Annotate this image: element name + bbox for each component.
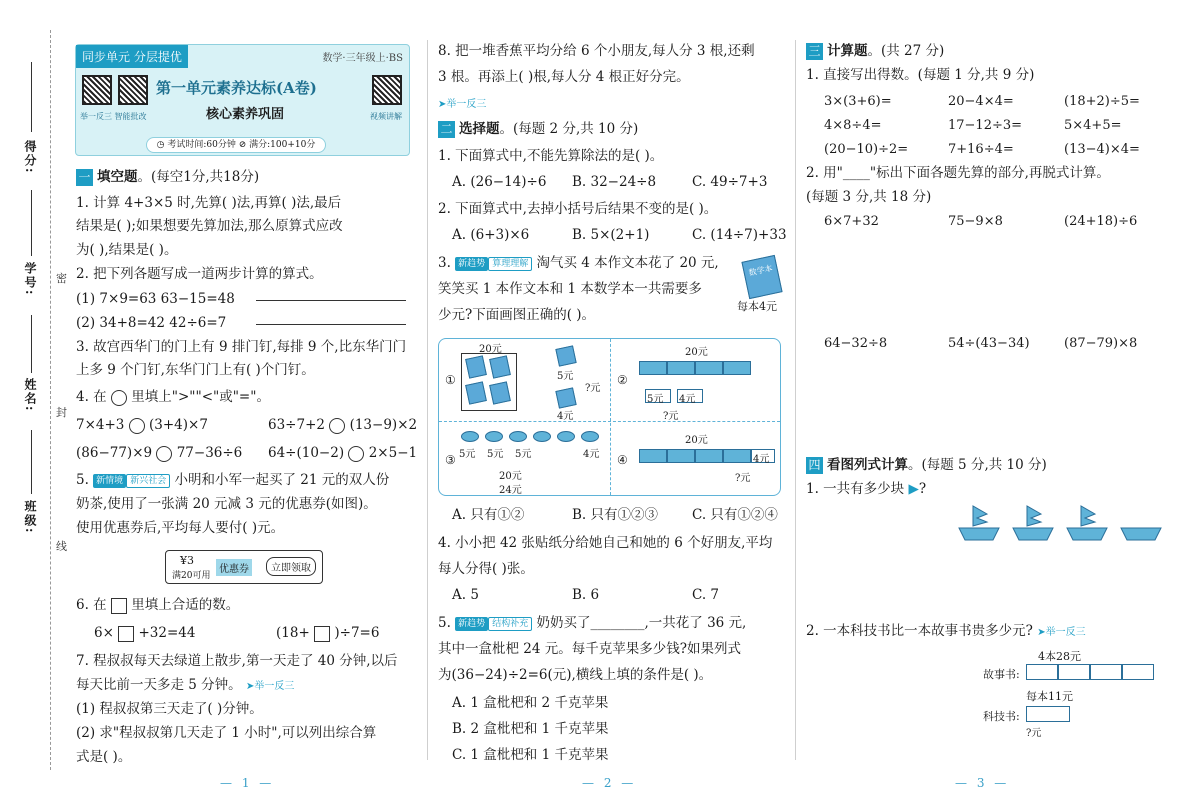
diagram-text: 20元 bbox=[685, 435, 708, 446]
options-row: A. (6+3)×6 B. 5×(2+1) C. (14÷7)+33 bbox=[452, 227, 787, 243]
options-row: A. 5 B. 6 C. 7 bbox=[452, 587, 720, 603]
oval-mark bbox=[581, 431, 599, 442]
question-text: 奶茶,使用了一张满 20 元减 3 元的优惠券(如图)。 bbox=[76, 496, 377, 512]
exam-info: ◷ 考试时间:60分钟 ⊘ 满分:100+10分 bbox=[146, 137, 326, 153]
page-3 bbox=[800, 0, 1180, 810]
section-picture: 四 看图列式计算。(每题 5 分,共 10 分) bbox=[806, 452, 1180, 479]
calc-item: 54÷(43−34) bbox=[948, 336, 1030, 351]
claim-button[interactable]: 立即领取 bbox=[266, 557, 316, 576]
science-book-label: 科技书: bbox=[983, 710, 1020, 723]
boat-block bbox=[1067, 528, 1107, 540]
answer-circle[interactable] bbox=[348, 446, 364, 462]
flag-block bbox=[973, 506, 987, 526]
student-id-field[interactable] bbox=[31, 190, 32, 256]
question-text: 1. 计算 4+3×5 时,先算( )法,再算( )法,最后 bbox=[76, 195, 342, 211]
calc-item: (87−79)×8 bbox=[1064, 336, 1138, 351]
calc-item: (18+2)÷5= bbox=[1064, 94, 1140, 109]
question-text: 5. 新趋势 结构补充 奶奶买了________,一共花了 36 元, bbox=[438, 615, 747, 631]
section-calc: 三 计算题。(共 27 分) bbox=[806, 38, 1180, 65]
question-text: 使用优惠券后,平均每人要付( )元。 bbox=[76, 520, 285, 536]
calc-item: (13−4)×4= bbox=[1064, 142, 1140, 157]
calc-item: 75−9×8 bbox=[948, 214, 1003, 229]
student-id-label: 学号: bbox=[23, 262, 37, 297]
column-divider bbox=[795, 40, 796, 760]
question-text: 为(36−24)÷2=6(元),横线上填的条件是( )。 bbox=[438, 667, 713, 683]
diagram-text: 4元 bbox=[557, 411, 574, 422]
calc-item: (24+18)÷6 bbox=[1064, 214, 1138, 229]
diagram-text: 5元 bbox=[647, 394, 664, 405]
answer-circle[interactable] bbox=[111, 390, 127, 406]
diagram-label: ① bbox=[445, 373, 456, 387]
question-text: 1. 下面算式中,不能先算除法的是( )。 bbox=[438, 148, 664, 164]
question-text: 6. 在 里填上合适的数。 bbox=[76, 597, 240, 613]
answer-square[interactable] bbox=[118, 626, 134, 642]
diagram-text: ?元 bbox=[663, 411, 679, 422]
unknown-label: ?元 bbox=[1026, 728, 1042, 739]
options-row: A. (26−14)÷6 B. 32−24÷8 C. 49÷7+3 bbox=[452, 174, 768, 190]
answer-square[interactable] bbox=[314, 626, 330, 642]
question-text: 为( ),结果是( )。 bbox=[76, 242, 178, 258]
page-number: — 2 — bbox=[582, 776, 637, 790]
notebook-icon bbox=[465, 381, 487, 404]
question-text: 4. 小小把 42 张贴纸分给她自己和她的 6 个好朋友,平均 bbox=[438, 535, 773, 551]
bar-segment bbox=[695, 449, 723, 463]
oval-mark bbox=[557, 431, 575, 442]
calc-item: 17−12÷3= bbox=[948, 118, 1023, 133]
oval-mark bbox=[485, 431, 503, 442]
related-link[interactable]: ➤举一反三 bbox=[1037, 627, 1086, 638]
notebook-icon bbox=[465, 355, 487, 378]
header-banner bbox=[75, 44, 410, 156]
boat-blocks-figure bbox=[955, 500, 1195, 546]
score-label: 得分: bbox=[23, 140, 37, 175]
coupon-amount: ¥3 bbox=[180, 554, 194, 567]
notebook-icon bbox=[555, 387, 576, 408]
question-text: 2. 把下列各题写成一道两步计算的算式。 bbox=[76, 266, 323, 282]
question-text: 笑笑买 1 本作文本和 1 本数学本一共需要多 bbox=[438, 281, 702, 297]
question-text: 3. 新趋势 算理理解 淘气买 4 本作文本花了 20 元, bbox=[438, 255, 719, 271]
bar-segment bbox=[639, 361, 667, 375]
bar-segment bbox=[639, 449, 667, 463]
class-field[interactable] bbox=[31, 430, 32, 494]
story-book-label: 故事书: bbox=[983, 668, 1020, 681]
boat-block bbox=[1121, 528, 1161, 540]
question-text: (1) 7×9=63 63−15=48 bbox=[76, 286, 420, 313]
question-text: 1. 一共有多少块 ▶? bbox=[806, 481, 927, 497]
question-text: 3 根。再添上( )根,每人分 4 根正好分完。 bbox=[438, 69, 690, 85]
coupon-label: 优惠券 bbox=[216, 559, 252, 576]
related-link[interactable]: ➤举一反三 bbox=[438, 99, 487, 110]
question-text: 2. 下面算式中,去掉小括号后结果不变的是( )。 bbox=[438, 201, 718, 217]
answer-line[interactable] bbox=[256, 324, 406, 325]
oval-mark bbox=[461, 431, 479, 442]
bar-segment bbox=[667, 449, 695, 463]
diagram-text: ?元 bbox=[735, 473, 751, 484]
calc-item: 64−32÷8 bbox=[824, 336, 888, 351]
section-choice: 二 选择题。(每题 2 分,共 10 分) bbox=[438, 116, 787, 143]
equation-row: 6× +32=44 (18+ )÷7=6 bbox=[94, 625, 380, 641]
diagram-text: 4元 bbox=[753, 454, 770, 465]
question-text: (2) 34+8=42 42÷6=7 bbox=[76, 310, 420, 337]
page-subtitle: 核心素养巩固 bbox=[206, 107, 285, 122]
qr-code-icon[interactable] bbox=[82, 75, 112, 105]
bar-segment bbox=[695, 361, 723, 375]
question-note: (每题 3 分,共 18 分) bbox=[806, 189, 932, 205]
page-1 bbox=[70, 0, 420, 810]
question-text: 5. 新情境 新兴社会 小明和小军一起买了 21 元的双人份 bbox=[76, 472, 390, 488]
page-2 bbox=[432, 0, 787, 810]
calc-item: 5×4+5= bbox=[1064, 118, 1122, 133]
score-field[interactable] bbox=[31, 62, 32, 132]
cut-line bbox=[50, 30, 51, 770]
qr-caption: 视频讲解 bbox=[370, 112, 402, 121]
coupon-image bbox=[165, 550, 323, 584]
page-number: — 3 — bbox=[955, 776, 1010, 790]
binding-gutter bbox=[0, 0, 67, 810]
answer-circle[interactable] bbox=[129, 418, 145, 434]
diagram-text: 5元 bbox=[487, 449, 504, 460]
flag-block bbox=[1081, 506, 1095, 526]
calc-item: (20−10)÷2= bbox=[824, 142, 909, 157]
diagram-text: 20元 bbox=[479, 344, 502, 355]
column-divider bbox=[427, 40, 428, 760]
bar-segment bbox=[667, 361, 695, 375]
oval-mark bbox=[533, 431, 551, 442]
calc-item: 20−4×4= bbox=[948, 94, 1014, 109]
answer-circle[interactable] bbox=[329, 418, 345, 434]
seal-char: 线 bbox=[56, 540, 67, 553]
diagram-label: ② bbox=[617, 373, 628, 387]
answer-square[interactable] bbox=[111, 598, 127, 614]
question-text: 3. 故宫西华门的门上有 9 排门钉,每排 9 个,比东华门门 bbox=[76, 339, 407, 355]
question-text: 7. 程叔叔每天去绿道上散步,第一天走了 40 分钟,以后 bbox=[76, 653, 398, 669]
coupon-condition: 满20可用 bbox=[172, 571, 211, 581]
bar-segment bbox=[1026, 706, 1070, 722]
diagram-text: 20元 bbox=[685, 347, 708, 358]
question-text: 其中一盒枇杷 24 元。每千克苹果多少钱?如果列式 bbox=[438, 641, 741, 657]
notebook-icon bbox=[489, 381, 511, 404]
bar-total-label: 4本28元 bbox=[1038, 650, 1081, 663]
question-text: 上多 9 个门钉,东华门门上有( )个门钉。 bbox=[76, 362, 315, 378]
book-price: 每本4元 bbox=[737, 300, 777, 313]
answer-line[interactable] bbox=[256, 300, 406, 301]
section-fill-blank: 一 填空题。(每空1分,共18分) bbox=[76, 164, 420, 191]
qr-code-icon[interactable] bbox=[372, 75, 402, 105]
calc-item: 4×8÷4= bbox=[824, 118, 882, 133]
diagram-text: 24元 bbox=[499, 485, 522, 496]
diagram-text: 5元 bbox=[459, 449, 476, 460]
answer-circle[interactable] bbox=[156, 446, 172, 462]
flag-block bbox=[1027, 506, 1041, 526]
bar-segment bbox=[1090, 664, 1122, 680]
bar-segment bbox=[1058, 664, 1090, 680]
question-text: 式是( )。 bbox=[76, 749, 132, 765]
option: B. 2 盒枇杷和 1 千克苹果 bbox=[452, 721, 609, 737]
diagram-text: 20元 bbox=[499, 471, 522, 482]
boat-block bbox=[1013, 528, 1053, 540]
compare-row: 7×4+3 (3+4)×7 63÷7+2 (13−9)×2 bbox=[76, 417, 418, 433]
question-text: 1. 直接写出得数。(每题 1 分,共 9 分) bbox=[806, 67, 1035, 83]
notebook-icon: 数学本 bbox=[741, 255, 782, 299]
bar-segment bbox=[723, 361, 751, 375]
qr-caption: 举一反三 智能批改 bbox=[80, 112, 147, 121]
question-text: 每人分得( )张。 bbox=[438, 561, 534, 577]
diagram-label: ③ bbox=[445, 453, 456, 467]
diagram-text: 4元 bbox=[583, 449, 600, 460]
class-label: 班级: bbox=[23, 500, 37, 535]
boat-block bbox=[959, 528, 999, 540]
bar-segment bbox=[723, 449, 751, 463]
option-diagrams bbox=[438, 338, 781, 496]
oval-mark bbox=[509, 431, 527, 442]
option: A. 1 盒枇杷和 2 千克苹果 bbox=[452, 695, 609, 711]
related-link[interactable]: ➤举一反三 bbox=[245, 681, 295, 692]
name-field[interactable] bbox=[31, 315, 32, 373]
name-label: 姓名: bbox=[23, 378, 37, 413]
bar-segment bbox=[1026, 664, 1058, 680]
diagram-text: ?元 bbox=[585, 383, 601, 394]
question-text: 每天比前一天多走 5 分钟。 ➤举一反三 bbox=[76, 677, 295, 693]
related-link-row bbox=[438, 90, 787, 118]
question-text: 2. 用"____"标出下面各题先算的部分,再脱式计算。 bbox=[806, 165, 1110, 181]
diagram-text: 5元 bbox=[515, 449, 532, 460]
options-row: A. 只有①② B. 只有①②③ C. 只有①②④ bbox=[452, 507, 778, 523]
question-text: 结果是( );如果想要先算加法,那么原算式应改 bbox=[76, 218, 343, 234]
calc-item: 3×(3+6)= bbox=[824, 94, 892, 109]
diagram-label: ④ bbox=[617, 453, 628, 467]
seal-char: 密 bbox=[56, 272, 67, 285]
calc-item: 7+16÷4= bbox=[948, 142, 1014, 157]
notebook-icon bbox=[555, 345, 576, 366]
seal-char: 封 bbox=[56, 406, 67, 419]
option: C. 1 盒枇杷和 1 千克苹果 bbox=[452, 747, 609, 763]
compare-row: (86−77)×9 77−36÷6 64÷(10−2) 2×5−1 bbox=[76, 445, 418, 461]
bar-segment bbox=[1122, 664, 1154, 680]
diagram-text: 5元 bbox=[557, 371, 574, 382]
diagram-text: 4元 bbox=[679, 394, 696, 405]
notebook-icon bbox=[489, 355, 511, 378]
page-title: 第一单元素养达标(A卷) bbox=[156, 79, 317, 97]
question-text: (2) 求"程叔叔第几天走了 1 小时",可以列出综合算 bbox=[76, 725, 377, 741]
question-text: 4. 在 里填上">""<"或"="。 bbox=[76, 389, 270, 405]
question-text: 8. 把一堆香蕉平均分给 6 个小朋友,每人分 3 根,还剩 bbox=[438, 43, 755, 59]
question-text: 少元?下面画图正确的( )。 bbox=[438, 307, 596, 323]
unit-tag: 同步单元 分层提优 bbox=[76, 45, 188, 68]
calc-item: 6×7+32 bbox=[824, 214, 879, 229]
bar-unit-label: 每本11元 bbox=[1026, 690, 1073, 703]
page-number: — 1 — bbox=[220, 776, 275, 790]
question-text: 2. 一本科技书比一本故事书贵多少元? ➤举一反三 bbox=[806, 623, 1086, 639]
book-meta: 数学·三年级上·BS bbox=[322, 53, 403, 64]
question-text: (1) 程叔叔第三天走了( )分钟。 bbox=[76, 701, 263, 717]
qr-code-icon[interactable] bbox=[118, 75, 148, 105]
